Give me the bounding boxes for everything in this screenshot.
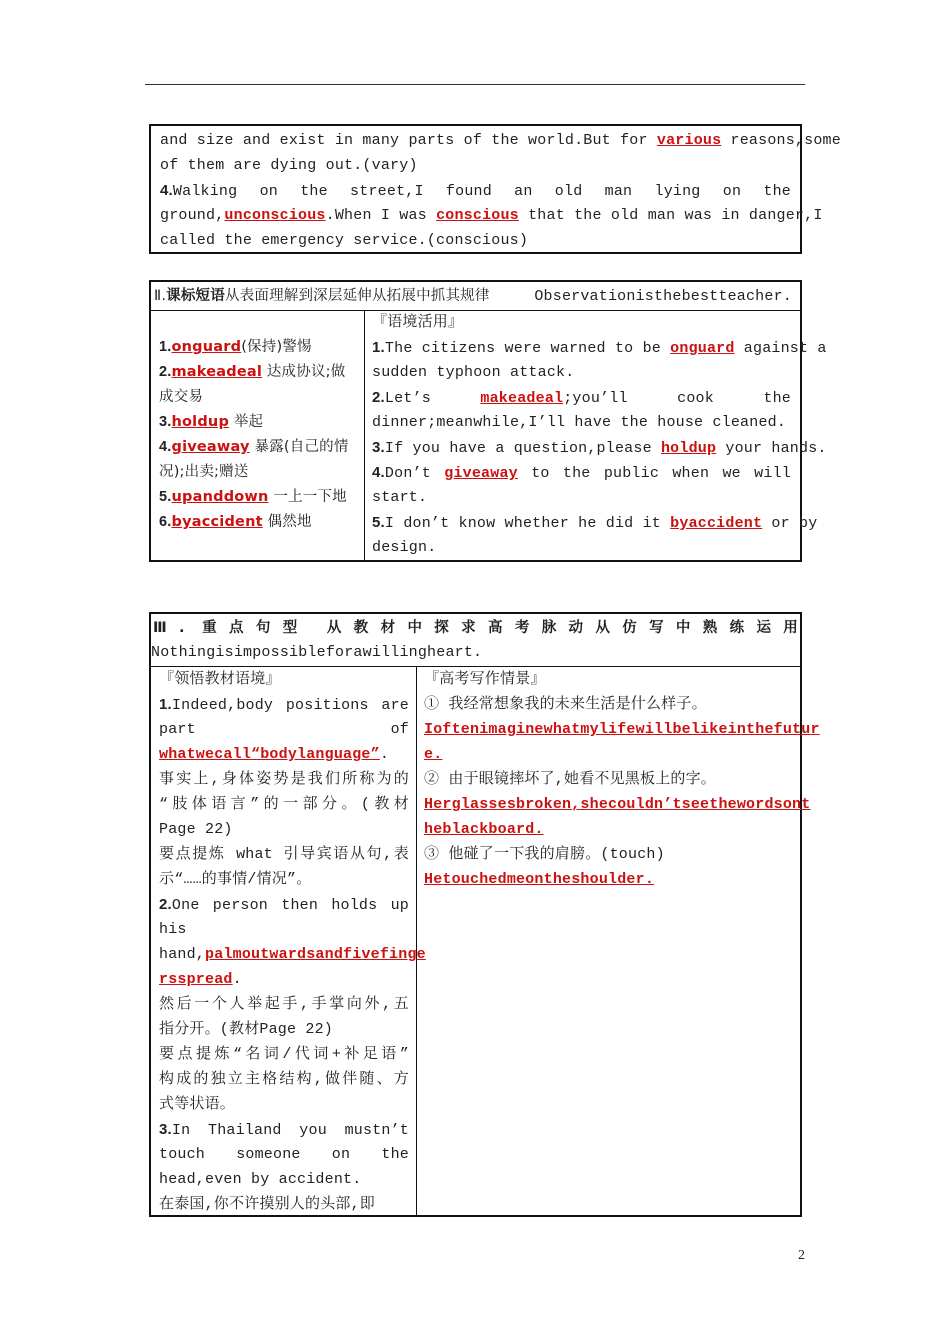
text: I don’t know whether he did it	[384, 515, 671, 532]
text: .	[379, 746, 390, 763]
answer-text: giveaway	[444, 465, 518, 482]
answer-text: Ioftenimaginewhatmylifewillbelikeinthefutur	[424, 721, 820, 738]
text: 『领悟教材语境』	[159, 671, 281, 688]
text-line	[372, 460, 791, 485]
answer-text: Hetouchedmeontheshoulder.	[424, 871, 655, 888]
text-line	[159, 842, 409, 867]
answer-text: onguard	[670, 340, 735, 357]
text: One person then holds up	[171, 897, 409, 914]
text: 达成协议;做	[262, 364, 346, 380]
text: Walking on the street,I found an old man lying on the	[172, 183, 791, 200]
answer-text: e.	[424, 746, 443, 763]
answer-text: unconscious	[224, 207, 326, 224]
text-line	[159, 717, 409, 742]
answer-text: onguard	[171, 339, 242, 355]
answer-text: makeadeal	[480, 390, 564, 407]
text: 示“……的事情/情况”。	[159, 871, 312, 888]
text-line	[160, 228, 791, 253]
section-motto: Observationisthebestteacher.	[534, 288, 792, 305]
text-line	[159, 410, 357, 435]
text-line	[424, 867, 791, 892]
item-number: 5.	[159, 489, 172, 505]
text: ;you’ll cook the	[563, 390, 791, 407]
text-line	[424, 842, 791, 867]
item-number: 1.	[159, 339, 172, 355]
text: 成交易	[159, 389, 204, 405]
item-number: 3.	[372, 439, 385, 456]
answer-text: byaccident	[171, 514, 263, 530]
answer-text: holdup	[660, 440, 717, 457]
text: ② 由于眼镜摔坏了,她看不见黑板上的字。	[424, 771, 717, 788]
text: head,even by accident.	[159, 1171, 362, 1188]
text: 一上一下地	[268, 489, 347, 505]
text-line	[424, 667, 791, 692]
text-line	[159, 892, 409, 917]
exercise-box-1	[149, 124, 841, 254]
text-line	[159, 460, 357, 485]
text-line	[159, 435, 357, 460]
text: 式等状语。	[159, 1096, 236, 1113]
section-subtitle: 从表面理解到深层延伸从拓展中抓其规律	[224, 288, 490, 304]
column-divider	[364, 310, 365, 560]
item-number: 2.	[159, 896, 172, 913]
text-line	[159, 335, 357, 360]
answer-text: Herglassesbroken,shecouldn’tseethewordsont	[424, 796, 811, 813]
text: called the emergency service.(conscious)	[160, 232, 529, 249]
text: Indeed,body positions are	[171, 697, 409, 714]
answer-text: conscious	[436, 207, 519, 224]
answer-text: giveaway	[171, 439, 250, 455]
text-line	[159, 867, 409, 892]
section-roman: Ⅱ.	[154, 288, 167, 304]
header-rule	[145, 84, 805, 85]
sentences-box	[149, 612, 820, 1217]
text-line	[424, 817, 791, 842]
text: 然后一个人举起手,手掌向外,五	[159, 996, 409, 1013]
text-line	[159, 917, 409, 942]
text-line	[372, 535, 791, 560]
box1-text	[160, 128, 841, 253]
text: Let’s	[384, 390, 481, 407]
text-line	[159, 485, 357, 510]
text: against a	[734, 340, 827, 357]
answer-text: byaccident	[670, 515, 763, 532]
text-line	[159, 1017, 409, 1042]
answer-text: holdup	[171, 414, 230, 430]
phrases-examples	[372, 310, 827, 560]
item-number: 4.	[159, 439, 172, 455]
text: design.	[372, 539, 437, 556]
text: 事实上,身体姿势是我们所称为的	[159, 771, 409, 788]
text-line	[159, 667, 409, 692]
column-divider-3	[416, 666, 417, 1215]
item-number: 3.	[159, 1121, 172, 1138]
text: 暴露(自己的情	[249, 439, 349, 455]
text: of them are dying out.(vary)	[160, 157, 418, 174]
text: that the old man was in danger,I	[518, 207, 823, 224]
text: 构成的独立主格结构,做伴随、方	[159, 1071, 409, 1088]
item-number: 4.	[160, 182, 173, 199]
item-number: 2.	[372, 389, 385, 406]
text-line	[159, 385, 357, 410]
text: hand,	[159, 946, 206, 963]
text: your hands.	[716, 440, 827, 457]
text: (保持)警惕	[241, 339, 312, 355]
text: sudden typhoon attack.	[372, 364, 575, 381]
answer-text: makeadeal	[171, 364, 263, 380]
phrases-box	[149, 280, 827, 562]
text-line	[159, 360, 357, 385]
text: 况);出卖;赠送	[159, 464, 249, 480]
text: Page 22)	[159, 821, 233, 838]
answer-text: various	[656, 132, 722, 149]
text-line	[372, 310, 791, 335]
text: 举起	[229, 414, 264, 430]
text-line	[159, 692, 409, 717]
section-title: 课标短语	[166, 288, 225, 304]
text: ③ 他碰了一下我的肩膀。(touch)	[424, 846, 665, 863]
text: to the public when we will	[517, 465, 791, 482]
text: ① 我经常想象我的未来生活是什么样子。	[424, 696, 707, 713]
section-title-3: Ⅲ. 重点句型 从教材中探求高考脉动从仿写中熟练运用	[153, 620, 798, 636]
text: 指分开。(教材Page 22)	[159, 1021, 334, 1038]
text-line	[372, 360, 791, 385]
textbook-context	[159, 667, 426, 1217]
text: In Thailand you mustn’t	[171, 1122, 409, 1139]
text-line	[372, 435, 827, 460]
text-line	[159, 1142, 409, 1167]
text: his	[159, 921, 187, 938]
text: 『语境活用』	[372, 314, 464, 331]
item-number: 6.	[159, 514, 172, 530]
text: touch someone on the	[159, 1146, 409, 1163]
text-line	[159, 942, 426, 967]
section-motto-3: Nothingisimpossibleforawillingheart.	[151, 644, 483, 661]
text-line	[424, 792, 811, 817]
text-line	[159, 1042, 409, 1067]
text-line	[372, 335, 827, 360]
text-line	[372, 410, 791, 435]
text-line	[159, 1117, 409, 1142]
text: start.	[372, 489, 428, 506]
phrases-list	[159, 335, 357, 535]
item-number: 2.	[159, 364, 172, 380]
text-line	[159, 1067, 409, 1092]
phrases-header	[151, 282, 800, 311]
text: “肢体语言”的一部分。(教材	[159, 796, 409, 813]
text-line	[159, 817, 409, 842]
text: part of	[159, 721, 409, 738]
page-number: 2	[798, 1248, 805, 1263]
item-number: 1.	[159, 696, 172, 713]
text-line	[424, 692, 791, 717]
text-line	[160, 153, 791, 178]
text: reasons,some	[721, 132, 841, 149]
text: .When I was	[325, 207, 437, 224]
text-line	[159, 992, 409, 1017]
item-number: 3.	[159, 414, 172, 430]
text: and size and exist in many parts of the world.But for	[160, 132, 657, 149]
text: The citizens were warned to be	[384, 340, 671, 357]
writing-context	[424, 667, 820, 892]
text-line	[159, 1167, 409, 1192]
text: 要点提炼 what 引导宾语从句,表	[159, 846, 409, 863]
text-line	[424, 717, 820, 742]
answer-text: heblackboard.	[424, 821, 544, 838]
text-line	[159, 792, 409, 817]
text: 偶然地	[262, 514, 312, 530]
text: ground,	[160, 207, 225, 224]
text: .	[232, 971, 242, 988]
text-line	[160, 128, 841, 153]
text-line	[159, 1192, 409, 1217]
answer-text: palmoutwardsandfivefinge	[205, 946, 426, 963]
text-line	[372, 385, 791, 410]
text: Don’t	[384, 465, 445, 482]
text: 要点提炼“名词/代词+补足语”	[159, 1046, 409, 1063]
item-number: 4.	[372, 464, 385, 481]
text-line	[159, 510, 357, 535]
text: 『高考写作情景』	[424, 671, 546, 688]
text-line	[159, 1092, 409, 1117]
text-line	[424, 767, 791, 792]
text-line	[159, 767, 409, 792]
answer-text: upanddown	[171, 489, 269, 505]
text-line	[159, 967, 409, 992]
text: or by	[762, 515, 818, 532]
item-number: 5.	[372, 514, 385, 531]
item-number: 1.	[372, 339, 385, 356]
text-line	[424, 742, 791, 767]
text-line	[372, 510, 818, 535]
text: If you have a question,please	[384, 440, 661, 457]
text-line	[372, 485, 791, 510]
text-line	[160, 203, 823, 228]
answer-text: whatwecall“bodylanguage”	[159, 746, 380, 763]
text: dinner;meanwhile,I’ll have the house cleaned.	[372, 414, 787, 431]
answer-text: rsspread	[159, 971, 233, 988]
sentences-header	[151, 614, 800, 667]
text-line	[160, 178, 791, 203]
text: 在泰国,你不许摸别人的头部,即	[159, 1196, 376, 1213]
text-line	[159, 742, 409, 767]
